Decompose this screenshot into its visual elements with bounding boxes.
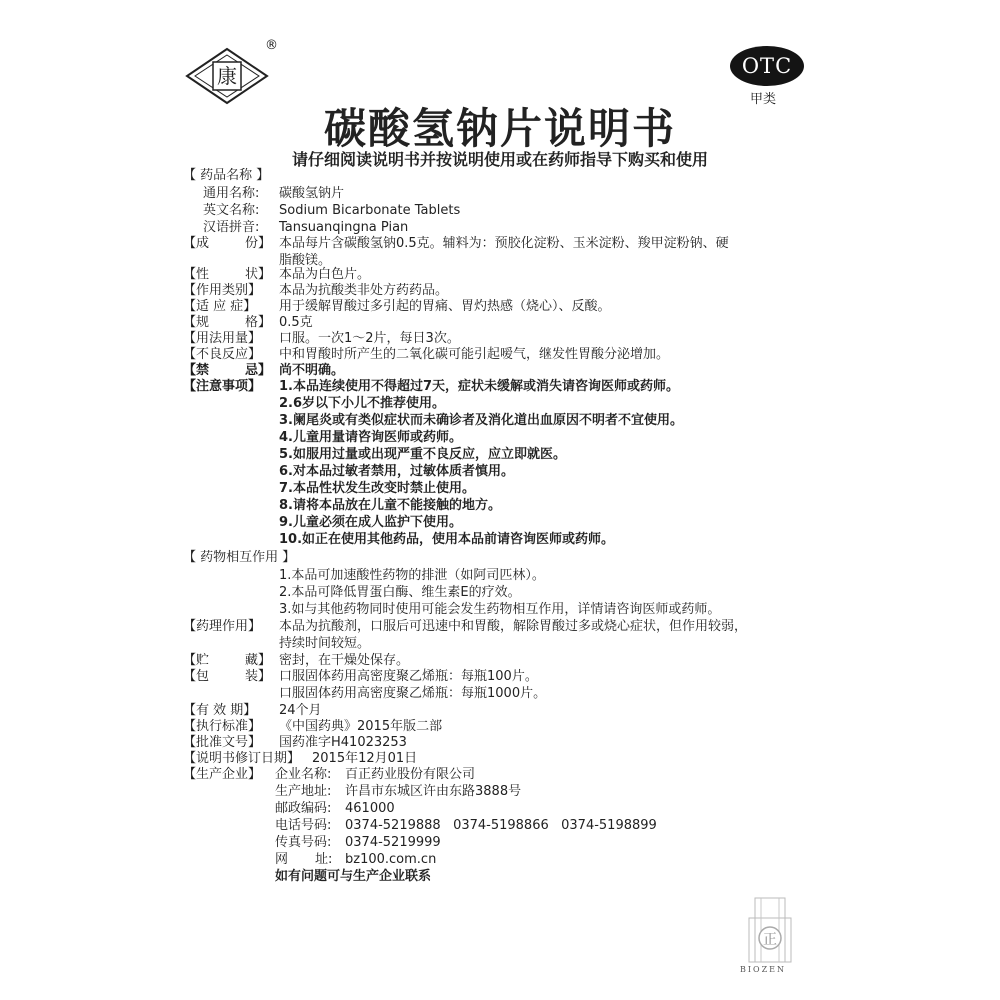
- website-label-2: 址:: [315, 852, 333, 867]
- packaging-label: 【包 装】: [183, 669, 271, 684]
- english-name-label: 英文名称:: [203, 203, 260, 218]
- precaution-item: 8.请将本品放在儿童不能接触的地方。: [279, 498, 501, 513]
- registered-mark: ®: [265, 38, 278, 53]
- phone-numbers: 0374-5219888 0374-5198866 0374-5198899: [345, 818, 657, 833]
- interaction-item: 3.如与其他药物同时使用可能会发生药物相互作用，详情请咨询医师或药师。: [279, 602, 721, 617]
- company-name: 百正药业股份有限公司: [345, 767, 476, 782]
- document-subtitle: 请仔细阅读说明书并按说明使用或在药师指导下购买和使用: [291, 150, 708, 169]
- precaution-item: 3.阑尾炎或有类似症状而未确诊者及消化道出血原因不明者不宜使用。: [279, 413, 683, 428]
- properties-label: 【性 状】: [183, 267, 271, 282]
- otc-text: OTC: [741, 54, 793, 78]
- english-name: Sodium Bicarbonate Tablets: [279, 203, 461, 218]
- contact-note: 如有问题可与生产企业联系: [275, 869, 432, 884]
- website-label-1: 网: [275, 852, 289, 867]
- precaution-item: 4.儿童用量请咨询医师或药师。: [279, 430, 462, 445]
- fax-number: 0374-5219999: [345, 835, 441, 850]
- spec-text: 0.5克: [279, 315, 313, 330]
- contra-label: 【禁 忌】: [183, 363, 271, 378]
- pharmacology-label: 【药理作用】: [183, 619, 262, 634]
- pinyin-name: Tansuanqingna Pian: [279, 220, 409, 235]
- category-label: 【作用类别】: [183, 283, 262, 298]
- company-label: 企业名称:: [275, 767, 332, 782]
- name-section-label: 【 药品名称 】: [183, 168, 270, 183]
- indications-text: 用于缓解胃酸过多引起的胃痛、胃灼热感（烧心）、反酸。: [279, 299, 611, 314]
- generic-name-label: 通用名称:: [203, 186, 260, 201]
- ingredients-line-1: 本品每片含碳酸氢钠0.5克。辅料为：预胶化淀粉、玉米淀粉、羧甲淀粉钠、硬: [279, 236, 729, 251]
- standard-text: 《中国药典》2015年版二部: [279, 719, 443, 734]
- precaution-item: 6.对本品过敏者禁用，过敏体质者慎用。: [279, 464, 514, 479]
- company-watermark-logo: [725, 890, 815, 975]
- dosage-text: 口服。一次1～2片，每日3次。: [279, 331, 460, 346]
- document-title: 碳酸氢钠片说明书: [323, 104, 676, 153]
- dosage-label: 【用法用量】: [183, 331, 262, 346]
- pinyin-label: 汉语拼音:: [203, 220, 260, 235]
- packaging-line-2: 口服固体药用高密度聚乙烯瓶：每瓶1000片。: [279, 686, 547, 701]
- interaction-item: 2.本品可降低胃蛋白酶、维生素E的疗效。: [279, 585, 521, 600]
- website-url: bz100.com.cn: [345, 852, 437, 867]
- postal-code: 461000: [345, 801, 395, 816]
- logo-char: 康: [217, 64, 237, 88]
- ingredients-line-2: 脂酸镁。: [279, 253, 332, 268]
- watermark-brand: BIOZEN: [740, 965, 786, 974]
- fax-label: 传真号码:: [275, 835, 332, 850]
- precaution-item: 10.如正在使用其他药品，使用本品前请咨询医师或药师。: [279, 532, 615, 547]
- watermark-char: 正: [763, 932, 777, 948]
- precaution-item: 1.本品连续使用不得超过7天，症状未缓解或消失请咨询医师或药师。: [279, 379, 680, 394]
- address-label: 生产地址:: [275, 784, 332, 799]
- validity-label: 【有 效 期】: [183, 703, 257, 718]
- standard-label: 【执行标准】: [183, 719, 262, 734]
- otc-badge: [730, 46, 804, 86]
- properties-text: 本品为白色片。: [279, 267, 371, 282]
- address-text: 许昌市东城区许由东路3888号: [345, 784, 522, 799]
- adverse-label: 【不良反应】: [183, 347, 262, 362]
- precaution-item: 7.本品性状发生改变时禁止使用。: [279, 481, 475, 496]
- storage-text: 密封，在干燥处保存。: [279, 653, 410, 668]
- otc-class: 甲类: [750, 92, 777, 107]
- phone-label: 电话号码:: [275, 818, 332, 833]
- precaution-item: 2.6岁以下小儿不推荐使用。: [279, 396, 446, 411]
- interactions-label: 【 药物相互作用 】: [183, 550, 296, 565]
- pharmacology-line-1: 本品为抗酸剂，口服后可迅速中和胃酸，解除胃酸过多或烧心症状，但作用较弱，: [279, 619, 748, 634]
- ingredients-label: 【成 份】: [183, 236, 271, 251]
- contra-text: 尚不明确。: [279, 363, 345, 378]
- postal-label: 邮政编码:: [275, 801, 332, 816]
- category-text: 本品为抗酸类非处方药药品。: [279, 283, 449, 298]
- precaution-item: 9.儿童必须在成人监护下使用。: [279, 515, 462, 530]
- revision-label: 【说明书修订日期】: [183, 751, 301, 766]
- pharmacology-line-2: 持续时间较短。: [279, 636, 371, 651]
- precaution-item: 5.如服用过量或出现严重不良反应，应立即就医。: [279, 447, 566, 462]
- validity-text: 24个月: [279, 703, 322, 718]
- storage-label: 【贮 藏】: [183, 653, 271, 668]
- generic-name: 碳酸氢钠片: [279, 186, 345, 201]
- approval-text: 国药准字H41023253: [279, 735, 407, 750]
- indications-label: 【适 应 症】: [183, 299, 257, 314]
- adverse-text: 中和胃酸时所产生的二氧化碳可能引起嗳气，继发性胃酸分泌增加。: [279, 347, 670, 362]
- precautions-label: 【注意事项】: [183, 379, 262, 394]
- spec-label: 【规 格】: [183, 315, 271, 330]
- manufacturer-label: 【生产企业】: [183, 767, 262, 782]
- interaction-item: 1.本品可加速酸性药物的排泄（如阿司匹林）。: [279, 568, 545, 583]
- approval-label: 【批准文号】: [183, 735, 262, 750]
- revision-text: 2015年12月01日: [312, 751, 418, 766]
- packaging-line-1: 口服固体药用高密度聚乙烯瓶：每瓶100片。: [279, 669, 538, 684]
